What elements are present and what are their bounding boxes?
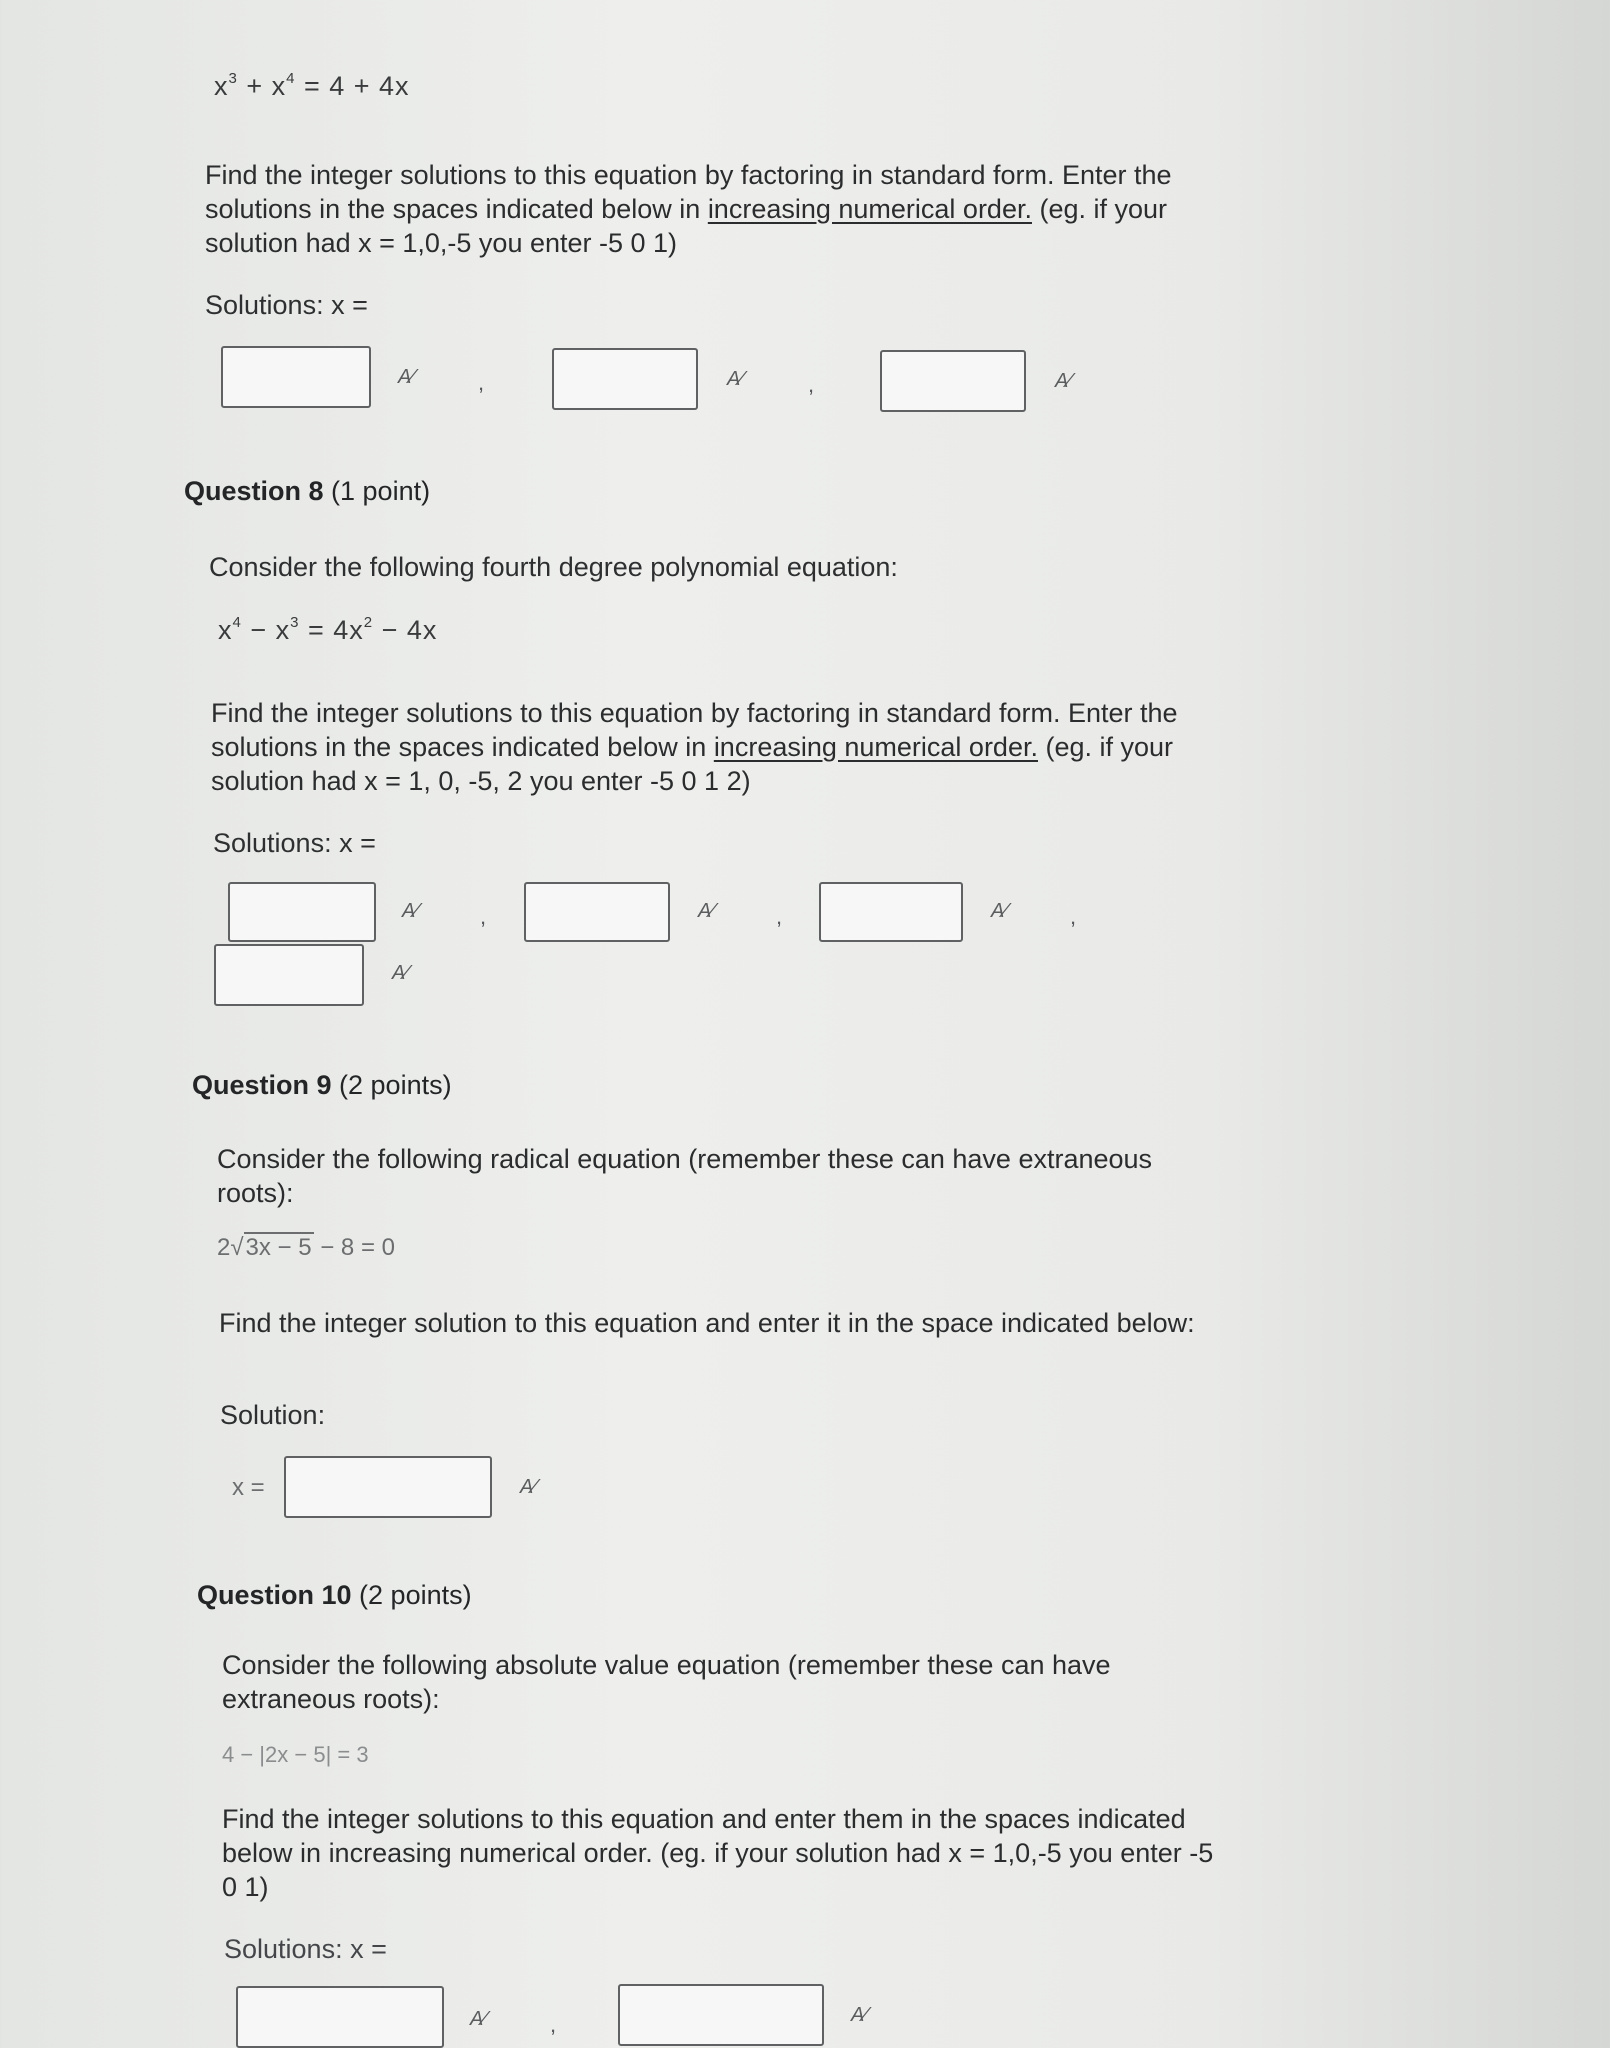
q9-instructions: Find the integer solution to this equation and enter it in the space indicated below: — [219, 1308, 1195, 1338]
separator-comma: , — [550, 2012, 557, 2037]
q7-instructions: Find the integer solutions to this equation by factoring in standard form. Enter the solutions in the spaces indicated below in increasing numerical order. (eg. if your solution had x = 1,0,-5 you enter -5 0 1) — [205, 160, 1172, 258]
q7-equation: $x^3 + x^4 = 4 + 4x$ — [214, 70, 410, 101]
spellcheck-icon[interactable]: A⁄ — [392, 962, 409, 984]
q10-equation: 4 − |2x − 5| = 3 — [222, 1742, 369, 1767]
q8-instructions: Find the integer solutions to this equation by factoring in standard form. Enter the solutions in the spaces indicated below in increasing numerical order. (eg. if your solution had x = 1, 0, -5, 2 you enter -5 0 1 2) — [211, 698, 1178, 796]
spellcheck-icon[interactable]: A⁄ — [470, 2008, 487, 2030]
spellcheck-icon[interactable]: A⁄ — [851, 2004, 868, 2026]
q8-equation: $x^4 - x^3 = 4x^2 - 4x$ — [218, 614, 438, 645]
separator-comma: , — [480, 904, 487, 929]
q8-answer-input-1[interactable] — [228, 882, 376, 942]
q7-answer-input-1[interactable] — [221, 346, 371, 408]
q10-answer-input-2[interactable] — [618, 1984, 824, 2046]
spellcheck-icon[interactable]: A⁄ — [698, 900, 715, 922]
spellcheck-icon[interactable]: A⁄ — [520, 1476, 537, 1498]
q9-heading: Question 9 (2 points) — [192, 1070, 452, 1100]
q9-solution-label: Solution: — [220, 1400, 326, 1430]
q8-solutions-label: Solutions: x = — [213, 828, 376, 858]
spellcheck-icon[interactable]: A⁄ — [1055, 370, 1072, 392]
q10-heading: Question 10 (2 points) — [197, 1580, 472, 1610]
q8-answer-input-3[interactable] — [819, 882, 963, 942]
q10-solutions-label: Solutions: x = — [224, 1934, 387, 1964]
q9-intro: Consider the following radical equation (remember these can have extraneous roots): — [217, 1144, 1153, 1208]
q8-intro: Consider the following fourth degree polynomial equation: — [209, 552, 898, 582]
separator-comma: , — [776, 904, 783, 929]
q10-intro: Consider the following absolute value equation (remember these can have extraneous roots): — [222, 1650, 1111, 1714]
increasing-order-link: increasing numerical order. — [713, 732, 1038, 762]
separator-comma: , — [808, 372, 815, 397]
q10-answer-input-1[interactable] — [236, 1986, 444, 2048]
q8-heading: Question 8 (1 point) — [184, 476, 431, 506]
increasing-order-link: increasing numerical order. — [707, 194, 1032, 224]
q7-answer-input-3[interactable] — [880, 350, 1026, 412]
q8-answer-input-2[interactable] — [524, 882, 670, 942]
q7-solutions-label: Solutions: x = — [205, 290, 368, 320]
spellcheck-icon[interactable]: A⁄ — [398, 366, 415, 388]
spellcheck-icon[interactable]: A⁄ — [402, 900, 419, 922]
q9-x-label: x = — [232, 1474, 265, 1501]
q9-equation: 2√3x − 5 − 8 = 0 — [217, 1234, 395, 1261]
q7-answer-input-2[interactable] — [552, 348, 698, 410]
q9-answer-input[interactable] — [284, 1456, 492, 1518]
separator-comma: , — [478, 370, 485, 395]
separator-comma: , — [1070, 904, 1077, 929]
spellcheck-icon[interactable]: A⁄ — [991, 900, 1008, 922]
spellcheck-icon[interactable]: A⁄ — [727, 368, 744, 390]
q10-instructions: Find the integer solutions to this equation and enter them in the spaces indicated below in increasing numerical order. (eg. if your solution had x = 1,0,-5 you enter -5 0 1) — [222, 1804, 1214, 1902]
q8-answer-input-4[interactable] — [214, 944, 364, 1006]
